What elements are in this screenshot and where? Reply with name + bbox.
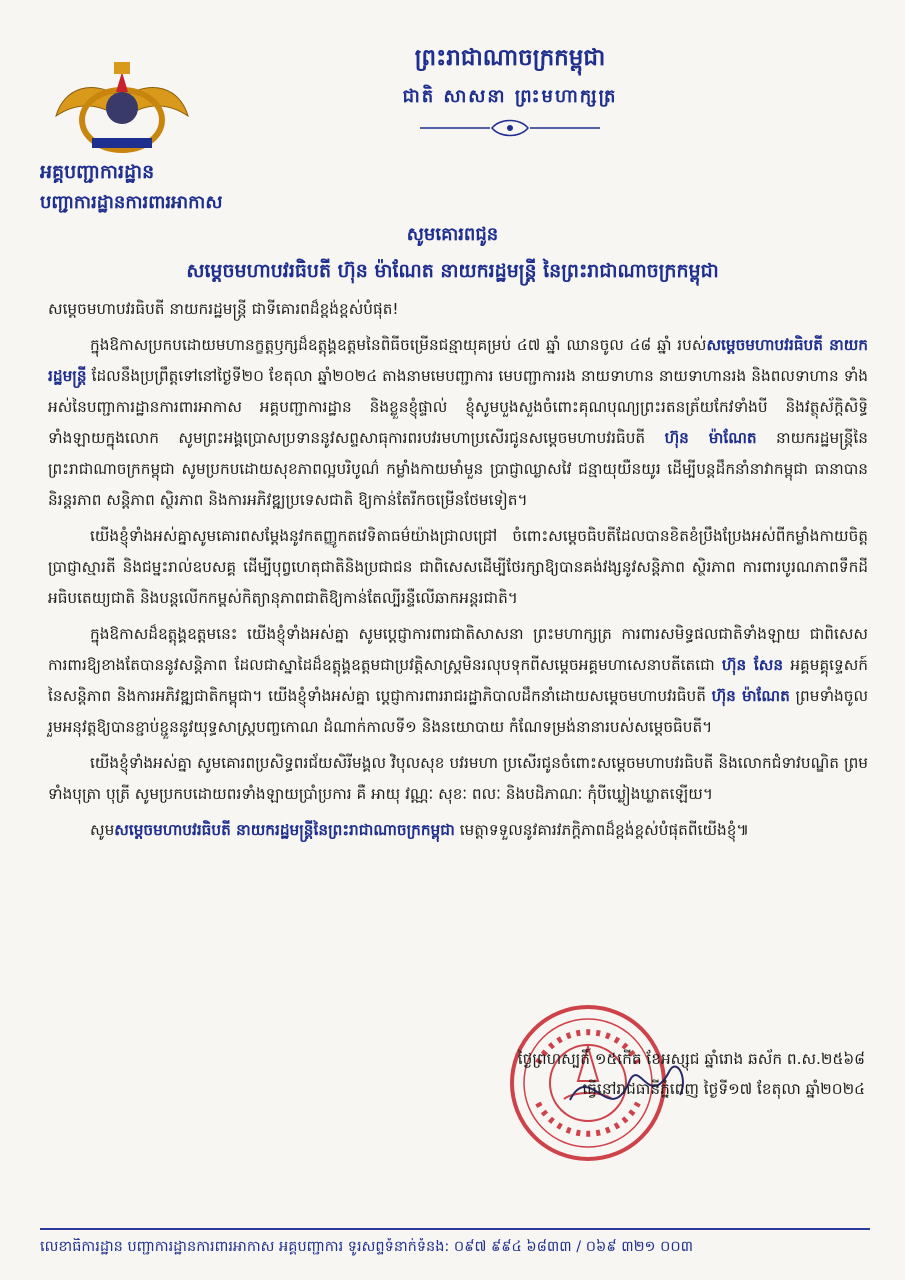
air-defense-emblem-icon (52, 58, 192, 158)
salutation-heading: សូមគោរពជូន (406, 224, 499, 245)
lunar-date: ថ្ងៃព្រហស្បតិ៍ ១៥កើត ខែអស្សុជ ឆ្នាំរោង ឆស័ក ព.ស.២៥៦៨ (517, 1050, 865, 1068)
national-motto: ជាតិ សាសនា ព្រះមហាក្សត្រ (402, 86, 618, 107)
paragraph-4: យើងខ្ញុំទាំងអស់គ្នា សូមគោរពប្រសិទ្ធពរជ័យសិរីមង្គល វិបុលសុខ បវរមហា ប្រសើរជូនចំពោះសម្ដេចមហាបវរធិបតី និងលោកជំទាវបណ្ឌិត ព្រមទាំងបុត្រា បុត្រី សូមប្រកបដោយពរទាំងឡាយប្រាំប្រការ គឺ អាយុ វណ្ណៈ សុខៈ ពលៈ និងបដិភាណៈ កុំបីឃ្លៀងឃ្លាតឡើយ។ (48, 754, 868, 803)
recipient-name: សម្ដេចមហាបវរធិបតី ហ៊ុន ម៉ាណែត នាយករដ្ឋមន្ត្រី នៃព្រះរាជាណាចក្រកម្ពុជា (186, 260, 719, 282)
paragraph-5: សូមសម្ដេចមហាបវរធិបតី នាយករដ្ឋមន្ត្រីនៃព្រះរាជាណាចក្រកម្ពុជា មេត្តាទទួលនូវគារវភក្តិភាពដ៏ខ្ពង់ខ្ពស់បំផុតពីយើងខ្ញុំ៕ (90, 821, 750, 839)
footer-divider (40, 1228, 870, 1230)
place-and-date: ធ្វើនៅរាជធានីភ្នំពេញ ថ្ងៃទី១៧ ខែតុលា ឆ្នាំ២០២៤ (582, 1080, 865, 1098)
org-name-line1: អគ្គបញ្ជាការដ្ឋាន (40, 161, 155, 183)
paragraph-1: ក្នុងឱកាសប្រកបដោយមហានក្ខត្តឫក្សដ៏ឧត្ដុង្គឧត្ដមនៃពិធីចម្រើនជន្មាយុគម្រប់ ៤៧ ឆ្នាំ ឈានចូល ៤៨ ឆ្នាំ របស់សម្ដេចមហាបវរធិបតី នាយករដ្ឋមន្ត្រី ដែលនឹងប្រព្រឹត្តទៅនៅថ្ងៃទី២០ ខែតុលា ឆ្នាំ២០២៤ តាងនាមមេបញ្ជាការ មេបញ្ជាការរង នាយទាហាន នាយទាហានរង និងពលទាហាន ទាំងអស់នៃបញ្ជាការដ្ឋានការពារអាកាស អគ្គបញ្ជាការដ្ឋាន និងខ្លួនខ្ញុំផ្ទាល់ ខ្ញុំសូមបួងសួងចំពោះគុណបុណ្យព្រះរតនត្រ័យកែវទាំងបី និងវត្ថុស័ក្តិសិទ្ធិទាំងឡាយក្នុងលោក សូមព្រះអង្គប្រោសប្រទាននូវសព្ទសាធុការពរបវរមហាប្រសើរជូនសម្ដេចមហាបវរធិបតី ហ៊ុន ម៉ាណែត នាយករដ្ឋមន្ត្រីនៃព្រះរាជាណាចក្រកម្ពុជា សូមប្រកបដោយសុខភាពល្អបរិបូណ៌ កម្លាំងកាយមាំមួន ប្រាជ្ញាឈ្លាសវៃ ជន្មាយុយឺនយូរ ដើម្បីបន្តដឹកនាំនាវាកម្ពុជា ធានាបាននិរន្តរភាព សន្តិភាព ស្ថិរភាព និងការអភិវឌ្ឍប្រទេសជាតិ ឱ្យកាន់តែរីកចម្រើនថែមទៀត។ (48, 336, 868, 509)
paragraph-2: យើងខ្ញុំទាំងអស់គ្នាសូមគោរពសម្ដែងនូវកតញ្ញូកតវេទិតាធម៌យ៉ាងជ្រាលជ្រៅ ចំពោះសម្ដេចធិបតីដែលបានខិតខំប្រឹងប្រែងអស់ពីកម្លាំងកាយចិត្ត ប្រាជ្ញាស្មារតី និងជម្នះរាល់ឧបសគ្គ ដើម្បីបុព្វហេតុជាតិនិងប្រជាជន ជាពិសេសដើម្បីថែរក្សាឱ្យបានគង់វង្សនូវសន្តិភាព ស្ថិរភាព ការពារបូរណភាពទឹកដី អធិបតេយ្យជាតិ និងបន្តលើកកម្ពស់កិត្យានុភាពជាតិឱ្យកាន់តែល្បីរន្ទឺលើឆាកអន្តរជាតិ។ (48, 527, 868, 607)
paragraph-3: ក្នុងឱកាសដ៏ឧត្ដុង្គឧត្ដមនេះ យើងខ្ញុំទាំងអស់គ្នា សូមប្ដេជ្ញាការពារជាតិសាសនា ព្រះមហាក្សត្រ ការពារសមិទ្ធផលជាតិទាំងឡាយ ជាពិសេសការពារឱ្យខាងតែបាននូវសន្តិភាព ដែលជាស្នាដៃដ៏ឧត្ដុង្គឧត្ដមជាប្រវត្តិសាស្ត្រមិនរលុបទុកពីសម្ដេចអគ្គមហាសេនាបតីតេជោ ហ៊ុន សែន អគ្គមគ្គុទ្ទេសក៍នៃសន្តិភាព និងការអភិវឌ្ឍជាតិកម្ពុជា។ យើងខ្ញុំទាំងអស់គ្នា ប្ដេជ្ញាការពាររាជរដ្ឋាភិបាលដឹកនាំដោយសម្ដេចមហាបវរធិបតី ហ៊ុន ម៉ាណែត ព្រមទាំងចូលរួមអនុវត្តឱ្យបានខ្ជាប់ខ្ជួននូវយុទ្ធសាស្ត្របញ្ចកោណ ដំណាក់កាលទី១ និងនយោបាយ កំណែទម្រង់នានារបស់សម្ដេចធិបតី។ (48, 625, 869, 736)
greeting: សម្ដេចមហាបវរធិបតី នាយករដ្ឋមន្ត្រី ជាទីគោរពដ៏ខ្ពង់ខ្ពស់បំផុត! (48, 300, 399, 318)
kingdom-title: ព្រះរាជាណាចក្រកម្ពុជា (414, 45, 606, 71)
org-name-line2: បញ្ជាការដ្ឋានការពារអាកាស (40, 192, 223, 213)
letter-body (48, 294, 868, 851)
ornament-divider-icon (420, 118, 600, 138)
footer-contact: លេខាធិការដ្ឋាន បញ្ជាការដ្ឋានការពារអាកាស អគ្គបញ្ជាការ ទូរសព្ទទំនាក់ទំនង: ០៩៧ ៩៩៤ ៦៨៣៣ / ០៦៩ ៣២១ ០០៣ (40, 1239, 694, 1255)
